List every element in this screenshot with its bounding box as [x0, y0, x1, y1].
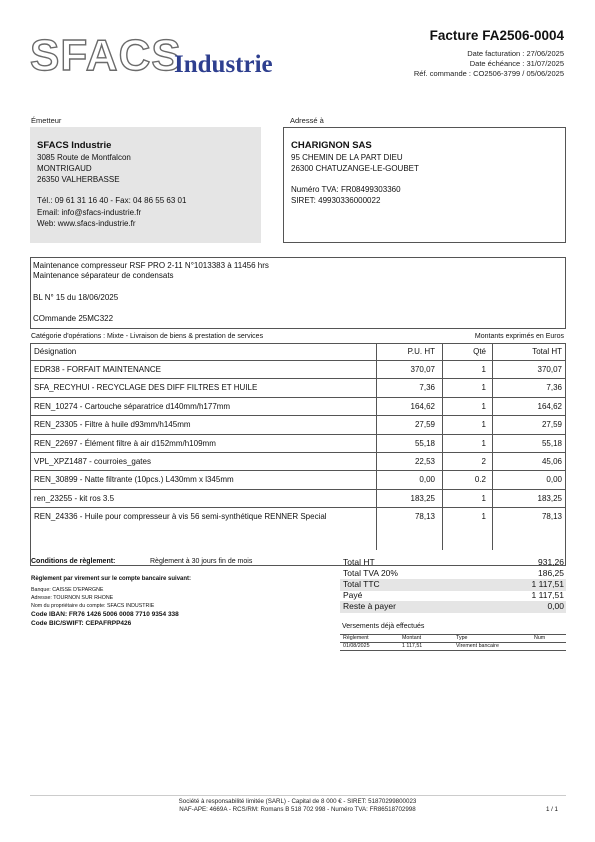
- item-quantity: 1: [481, 493, 486, 503]
- item-unit-price: 55,18: [414, 438, 435, 448]
- payment-amount: 1 117,51: [402, 643, 423, 649]
- item-total: 7,36: [546, 383, 562, 393]
- bank-address: Adresse: TOURNON SUR RHONE: [31, 595, 114, 601]
- column-divider: [442, 343, 443, 550]
- emitter-email: Email: info@sfacs-industrie.fr: [37, 208, 142, 217]
- currency-note: Montants exprimés en Euros: [474, 333, 564, 340]
- invoice-due-date: Date échéance : 31/07/2025: [469, 59, 564, 68]
- total-value: 1 117,51: [531, 590, 564, 600]
- divider: [340, 650, 566, 651]
- item-designation: EDR38 - FORFAIT MAINTENANCE: [34, 365, 161, 374]
- item-total: 55,18: [541, 438, 562, 448]
- divider: [340, 634, 566, 635]
- payment-conditions-value: Règlement à 30 jours fin de mois: [150, 558, 253, 565]
- item-quantity: 1: [481, 401, 486, 411]
- column-divider: [492, 343, 493, 550]
- total-ht-row: [340, 557, 566, 569]
- recipient-siret: SIRET: 49930336000022: [291, 196, 381, 205]
- item-unit-price: 164,62: [410, 401, 435, 411]
- payments-col-type: Type: [456, 635, 468, 641]
- total-label: Total HT: [343, 557, 375, 567]
- payments-col-amount: Montant: [402, 635, 422, 641]
- total-tva-row: [340, 568, 566, 580]
- divider: [340, 642, 566, 643]
- recipient-name: CHARIGNON SAS: [291, 140, 372, 151]
- col-total: Total HT: [532, 347, 562, 356]
- item-unit-price: 183,25: [410, 493, 435, 503]
- col-designation: Désignation: [34, 347, 77, 356]
- col-unit-price: P.U. HT: [407, 347, 435, 356]
- description-box: [30, 257, 566, 329]
- item-unit-price: 0,00: [419, 475, 435, 485]
- emitter-phone: Tél.: 09 61 31 16 40 - Fax: 04 86 55 63 01: [37, 196, 187, 205]
- emitter-address-line: 3085 Route de Montfalcon: [37, 153, 131, 162]
- recipient-box: [283, 127, 566, 243]
- item-designation: REN_22697 - Élément filtre à air d152mm/h109mm: [34, 438, 216, 448]
- table-row: [31, 415, 565, 433]
- table-row: [31, 434, 565, 452]
- item-quantity: 1: [481, 420, 486, 430]
- col-quantity: Qté: [473, 347, 486, 356]
- table-row: [31, 360, 565, 378]
- iban: Code IBAN: FR76 1426 5006 0008 7710 9354 338: [31, 611, 179, 618]
- emitter-label: Émetteur: [31, 116, 62, 125]
- recipient-address-line: 26300 CHATUZANGE-LE-GOUBET: [291, 164, 419, 173]
- invoice-date: Date facturation : 27/06/2025: [467, 49, 564, 58]
- footer-divider: [30, 795, 566, 796]
- logo-sfacs-text: SFACS: [30, 31, 182, 80]
- item-total: 27,59: [541, 420, 562, 430]
- total-value: 0,00: [547, 601, 564, 611]
- payment-conditions-label: Conditions de règlement:: [31, 558, 116, 565]
- item-unit-price: 78,13: [414, 512, 435, 522]
- page-number: 1 / 1: [545, 806, 558, 813]
- item-quantity: 1: [481, 365, 486, 374]
- payment-date: 01/08/2025: [343, 643, 370, 649]
- payments-title: Versements déjà effectués: [342, 623, 425, 630]
- total-label: Reste à payer: [343, 601, 396, 611]
- total-value: 1 117,51: [531, 579, 564, 589]
- payment-type: Virement bancaire: [456, 643, 499, 649]
- operation-category: Catégorie d'opérations : Mixte - Livraison de biens & prestation de services: [31, 333, 264, 340]
- recipient-vat: Numéro TVA: FR08499303360: [291, 185, 401, 194]
- footer-registration: NAF-APE: 4669A - RCS/RM: Romans B 518 702 998 - Numéro TVA: FR86518702998: [179, 806, 416, 813]
- total-value: 186,25: [538, 568, 564, 578]
- order-reference: COmmande 25MC322: [33, 314, 114, 323]
- account-owner: Nom du propriétaire du compte: SFACS INDUSTRIE: [31, 603, 155, 609]
- logo-industrie-text: Industrie: [174, 51, 273, 78]
- paid-row: [340, 590, 566, 602]
- item-total: 0,00: [546, 475, 562, 485]
- company-logo: [30, 31, 290, 80]
- recipient-label: Adressé à: [290, 116, 324, 125]
- item-designation: ren_23255 - kit ros 3.5: [34, 493, 115, 503]
- bank-transfer-title: Règlement par virement sur le compte bancaire suivant:: [31, 576, 192, 582]
- bank-name: Banque: CAISSE D'EPARGNE: [31, 587, 104, 593]
- item-unit-price: 7,36: [419, 383, 435, 393]
- invoice-title: Facture FA2506-0004: [429, 28, 564, 43]
- emitter-name: SFACS Industrie: [37, 140, 112, 151]
- item-total: 45,06: [541, 456, 562, 466]
- item-designation: VPL_XPZ1487 - courroies_gates: [34, 456, 151, 466]
- table-row: [31, 489, 565, 507]
- item-total: 370,07: [537, 365, 562, 374]
- table-row: [31, 378, 565, 396]
- footer-company-info: Société à responsabilité limitée (SARL) - Capital de 8 000 € - SIRET: 51870299800023: [178, 798, 417, 805]
- item-quantity: 2: [481, 456, 486, 466]
- delivery-note: BL N° 15 du 18/06/2025: [33, 293, 119, 302]
- item-designation: REN_23305 - Filtre à huile d93mm/h145mm: [34, 420, 191, 430]
- emitter-website: Web: www.sfacs-industrie.fr: [37, 219, 136, 228]
- items-table: [30, 343, 566, 566]
- emitter-box: [30, 127, 261, 243]
- item-quantity: 1: [481, 512, 486, 522]
- item-quantity: 1: [481, 438, 486, 448]
- item-designation: REN_30899 - Natte filtrante (10pcs.) L430mm x l345mm: [34, 475, 234, 485]
- description-line: Maintenance séparateur de condensats: [33, 271, 174, 280]
- table-row: [31, 397, 565, 415]
- remaining-row: [340, 601, 566, 613]
- item-designation: REN_10274 - Cartouche séparatrice d140mm/h177mm: [34, 401, 231, 411]
- item-quantity: 1: [481, 383, 486, 393]
- column-divider: [376, 343, 377, 550]
- table-header: [31, 344, 565, 360]
- payments-col-num: Num: [534, 635, 546, 641]
- table-row: [31, 470, 565, 488]
- total-value: 931,26: [538, 557, 564, 567]
- invoice-order-ref: Réf. commande : CO2506-3799 / 05/06/2025: [413, 69, 564, 78]
- bic-swift: Code BIC/SWIFT: CEPAFRPP426: [31, 620, 132, 627]
- recipient-address-line: 95 CHEMIN DE LA PART DIEU: [291, 153, 403, 162]
- item-designation: SFA_RECYHUI - RECYCLAGE DES DIFF FILTRES ET HUILE: [34, 383, 258, 393]
- item-designation: REN_24336 - Huile pour compresseur à vis 56 semi-synthétique RENNER Special: [34, 512, 327, 522]
- total-label: Payé: [343, 590, 363, 600]
- emitter-address-line: 26350 VALHERBASSE: [37, 175, 120, 184]
- total-label: Total TVA 20%: [343, 568, 398, 578]
- item-total: 183,25: [537, 493, 562, 503]
- item-total: 164,62: [537, 401, 562, 411]
- table-row: [31, 452, 565, 470]
- total-label: Total TTC: [343, 579, 380, 589]
- item-unit-price: 27,59: [414, 420, 435, 430]
- item-unit-price: 370,07: [410, 365, 435, 374]
- item-total: 78,13: [541, 512, 562, 522]
- item-unit-price: 22,53: [414, 456, 435, 466]
- item-quantity: 0.2: [474, 475, 486, 485]
- payments-col-date: Règlement: [343, 635, 369, 641]
- description-line: Maintenance compresseur RSF PRO 2-11 N°1013383 à 11456 hrs: [33, 261, 269, 270]
- total-ttc-row: [340, 579, 566, 591]
- emitter-address-line: MONTRIGAUD: [37, 164, 92, 173]
